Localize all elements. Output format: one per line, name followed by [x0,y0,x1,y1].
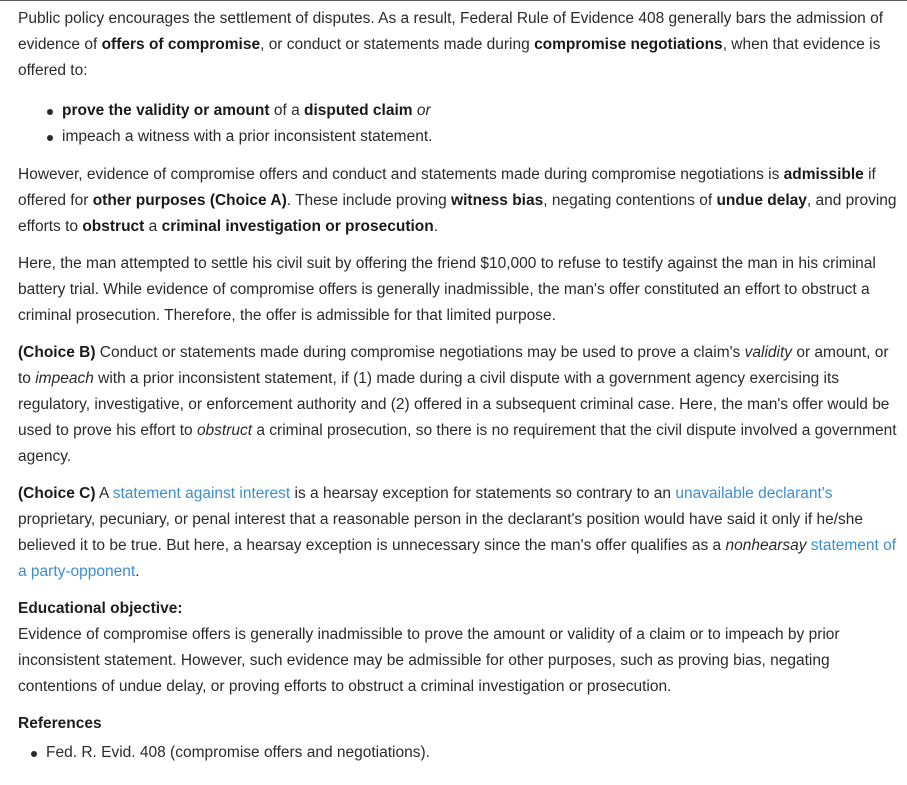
admissible-paragraph [18,162,902,240]
intro-paragraph [18,6,902,84]
para-text: is a hearsay exception for statements so contrary to an [290,485,676,502]
para-text: a [144,218,162,235]
intro-text-3: , when that evidence is offered to: [18,36,881,79]
bold-undue-delay: undue delay [716,192,807,209]
bold-admissible: admissible [783,166,864,183]
list-text: impeach a witness with a prior inconsistent statement. [62,128,433,145]
reference-item: Fed. R. Evid. 408 (compromise offers and negotiations). [46,740,902,766]
list-bold-disputed-claim: disputed claim [304,102,413,119]
statement-against-interest-link[interactable]: statement against interest [112,485,291,502]
list-text: of a [269,102,305,119]
choice-c-paragraph [18,481,902,585]
party-opponent-link[interactable]: statement of a party-opponent [18,537,897,580]
bold-witness-bias: witness bias [451,192,544,209]
para-text: a criminal prosecution, so there is no requirement that the civil dispute involved a government agency. [18,422,897,465]
italic-nonhearsay: nonhearsay [725,537,807,554]
intro-bold-offers: offers of compromise [101,36,261,53]
references-list [18,740,902,766]
explanation-content [18,6,902,766]
para-text: . [433,218,439,235]
choice-b-label: (Choice B) [18,344,96,361]
objective-text: Evidence of compromise offers is generally inadmissible to prove the amount or validity of a claim or to impeach by prior inconsistent statement. However, such evidence may be admissible for other purposes, such as proving bias, negating contentions of undue delay, or proving efforts to obstruct a criminal investigation or prosecution. [18,626,840,695]
references-section [18,711,902,766]
para-text: A [95,485,113,502]
list-italic-or: or [412,102,431,119]
list-bold-validity: prove the validity or amount [62,102,270,119]
para-text: with a prior inconsistent statement, if (1) made during a civil dispute with a government agency exercising its regulatory, investigative, or enforcement authority and (2) offered in a subsequent criminal case. Here, the man's offer would be used to prove his effort to [18,370,890,439]
top-divider [0,0,907,1]
list-item [62,98,902,124]
references-heading: References [18,715,102,732]
educational-objective [18,596,902,700]
intro-bold-negotiations: compromise negotiations [534,36,723,53]
para-text: , and proving efforts to [18,192,897,235]
bold-obstruct: obstruct [82,218,145,235]
bold-criminal-investigation: criminal investigation or prosecution [161,218,434,235]
italic-validity: validity [744,344,793,361]
para-text: . These include proving [286,192,452,209]
objective-heading: Educational objective: [18,600,183,617]
italic-impeach: impeach [35,370,94,387]
para-text: proprietary, pecuniary, or penal interest that a reasonable person in the declarant's position would have said it only if he/she believed it to be true. But here, a hearsay exception is unnecessary since the man's offer qualifies as a [18,511,864,554]
para-text: However, evidence of compromise offers and conduct and statements made during compromise negotiations is [18,166,784,183]
intro-text-1: Public policy encourages the settlement of disputes. As a result, Federal Rule of Evidence 408 generally bars the admission of evidence of [18,10,884,53]
para-text: . [135,563,140,580]
para-text: if offered for [18,166,876,209]
para-text: , negating contentions of [543,192,717,209]
para-text: Conduct or statements made during compromise negotiations may be used to prove a claim's [95,344,745,361]
purposes-list [18,98,902,150]
unavailable-declarant-link[interactable]: unavailable declarant's [675,485,833,502]
para-text: or amount, or to [18,344,889,387]
choice-c-label: (Choice C) [18,485,96,502]
list-item [62,124,902,150]
facts-paragraph: Here, the man attempted to settle his civil suit by offering the friend $10,000 to refuse to testify against the man in his criminal battery trial. While evidence of compromise offers is generally inadmissible, the man's offer constituted an effort to obstruct a criminal prosecution. Therefore, the offer is admissible for that limited purpose. [18,255,876,324]
intro-text-2: , or conduct or statements made during [260,36,535,53]
choice-b-paragraph [18,340,902,470]
bold-choice-a: other purposes (Choice A) [92,192,287,209]
italic-obstruct: obstruct [196,422,253,439]
